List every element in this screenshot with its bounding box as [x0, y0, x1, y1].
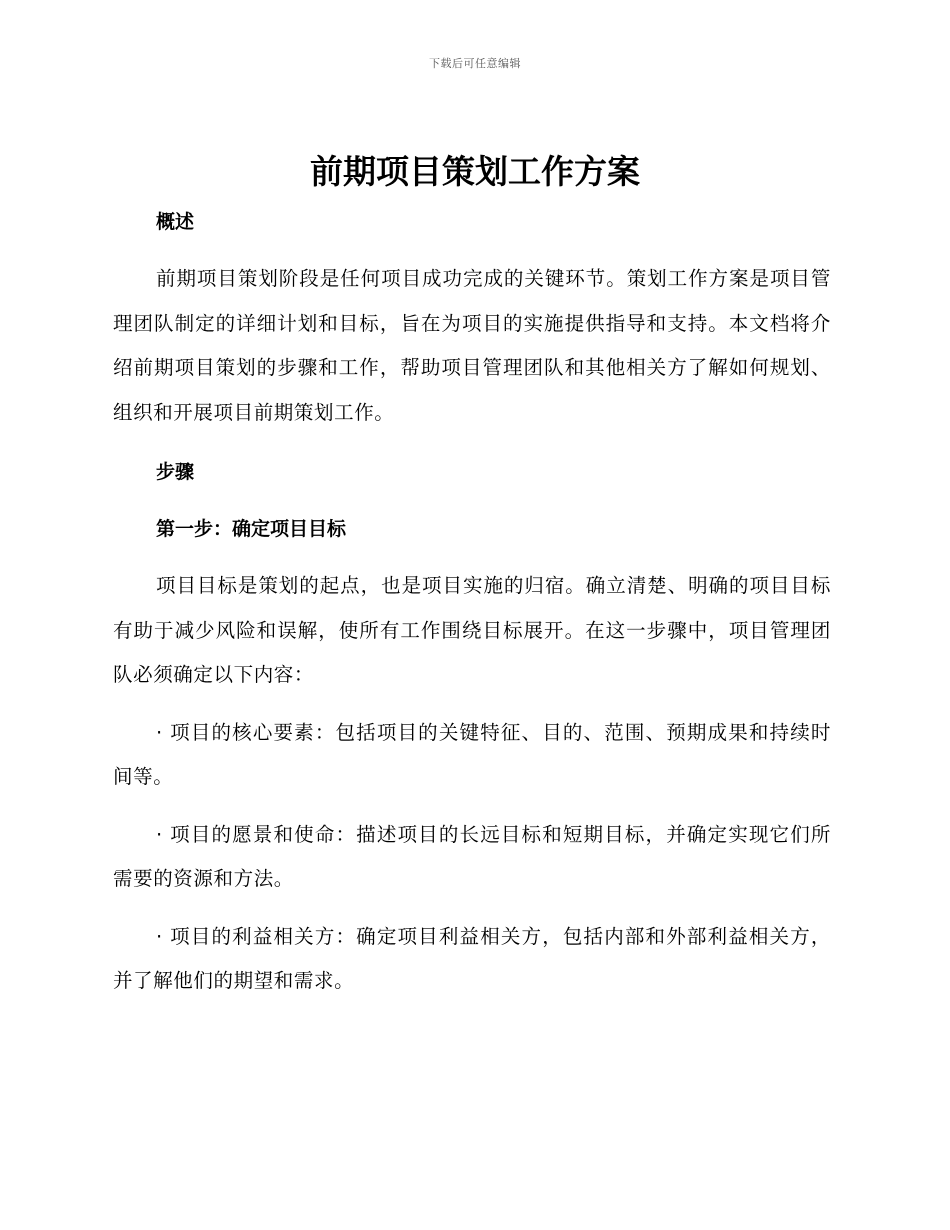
document-body: [113, 200, 831, 1004]
steps-heading: 步骤: [156, 461, 195, 483]
bullet-vision-mission: · 项目的愿景和使命：描述项目的长远目标和短期目标，并确定实现它们所需要的资源和方法。: [113, 822, 831, 890]
bullet-core-elements: · 项目的核心要素：包括项目的关键特征、目的、范围、预期成果和持续时间等。: [113, 720, 831, 788]
page-header: 下载后可任意编辑: [429, 57, 521, 70]
overview-heading: 概述: [156, 211, 195, 233]
overview-paragraph: 前期项目策划阶段是任何项目成功完成的关键环节。策划工作方案是项目管理团队制定的详细计划和目标，旨在为项目的实施提供指导和支持。本文档将介绍前期项目策划的步骤和工作，帮助项目管理团队和其他相关方了解如何规划、组织和开展项目前期策划工作。: [113, 267, 831, 424]
step1-heading: 第一步：确定项目目标: [156, 518, 347, 540]
bullet-stakeholders: · 项目的利益相关方：确定项目利益相关方，包括内部和外部利益相关方，并了解他们的期望和需求。: [113, 924, 831, 992]
step1-paragraph: 项目目标是策划的起点，也是项目实施的归宿。确立清楚、明确的项目目标有助于减少风险和误解，使所有工作围绕目标展开。在这一步骤中，项目管理团队必须确定以下内容：: [113, 574, 831, 686]
document-title: 前期项目策划工作方案: [310, 152, 640, 191]
